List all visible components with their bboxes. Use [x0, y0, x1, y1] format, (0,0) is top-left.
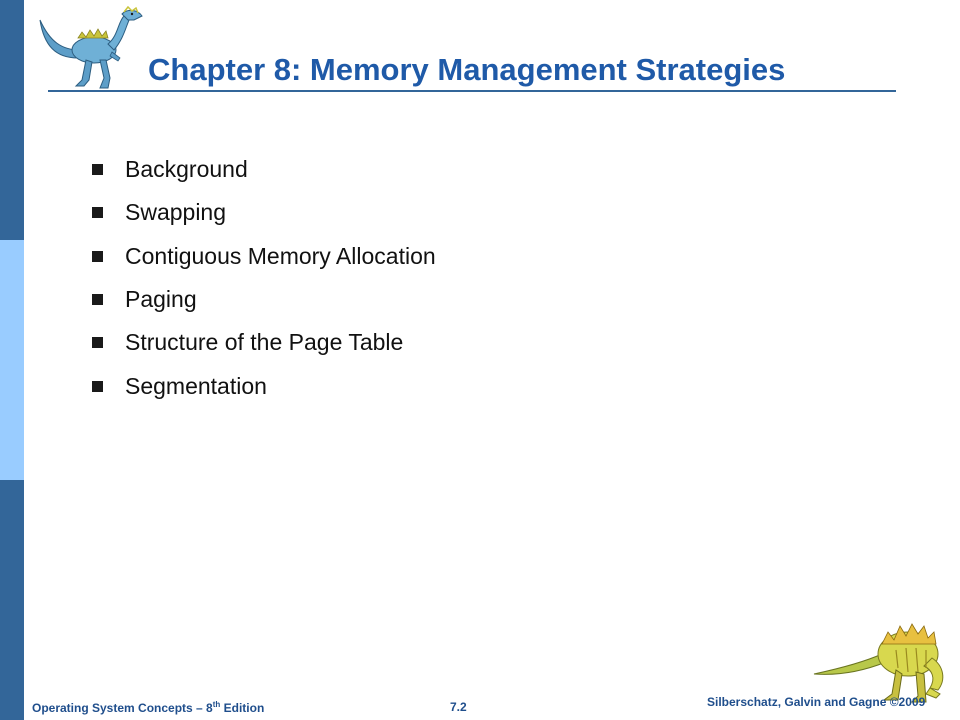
dinosaur-logo-icon [34, 6, 146, 94]
square-bullet-icon [92, 337, 103, 348]
footer-book-title-prefix: Operating System Concepts – 8 [32, 701, 213, 715]
bullet-item-segmentation [92, 364, 436, 407]
footer-authors: Silberschatz, Galvin and Gagne ©2009 [707, 695, 926, 709]
bullet-text: Structure of the Page Table [125, 329, 404, 356]
square-bullet-icon [92, 207, 103, 218]
bullet-text: Swapping [125, 199, 227, 226]
bullet-text: Segmentation [125, 372, 267, 399]
bullet-list [92, 148, 436, 408]
square-bullet-icon [92, 294, 103, 305]
bullet-item-swapping [92, 191, 436, 234]
footer-book-title-suffix: Edition [220, 701, 265, 715]
footer-edition-superscript: th [212, 700, 221, 709]
left-sidebar [0, 0, 24, 720]
square-bullet-icon [92, 251, 103, 262]
bullet-item-contiguous-memory-allocation [92, 235, 436, 278]
title-underline [48, 90, 896, 92]
bullet-text: Contiguous Memory Allocation [125, 242, 436, 269]
square-bullet-icon [92, 381, 103, 392]
sidebar-bottom-band [0, 480, 24, 720]
bullet-text: Background [125, 156, 248, 183]
slide-title: Chapter 8: Memory Management Strategies [148, 52, 786, 87]
square-bullet-icon [92, 164, 103, 175]
bullet-item-background [92, 148, 436, 191]
bullet-text: Paging [125, 286, 197, 313]
footer-book-title [32, 700, 264, 715]
bullet-item-paging [92, 278, 436, 321]
bullet-item-page-table-structure [92, 321, 436, 364]
slide-number: 7.2 [450, 700, 467, 714]
sidebar-top-band [0, 0, 24, 240]
sidebar-middle-band [0, 240, 24, 480]
dinosaur-footer-icon [812, 614, 958, 704]
